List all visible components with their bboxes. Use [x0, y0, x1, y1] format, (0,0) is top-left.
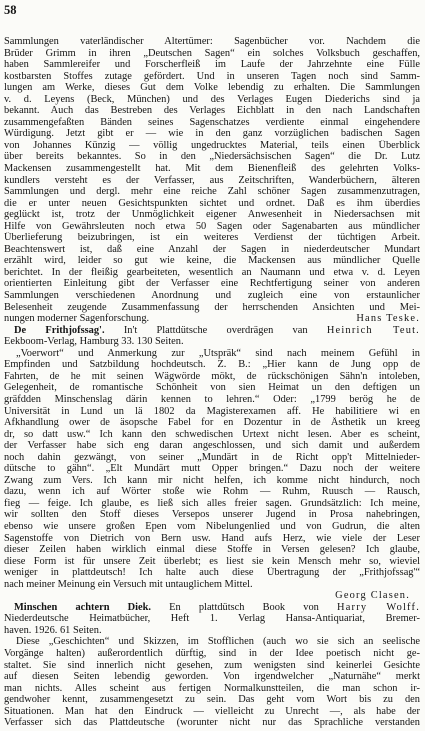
- text-line: Fahrten, de he mit seinen Wägwörde mökt, de rückschönigen Sähn'n intoleben,: [4, 370, 420, 382]
- text-line: geglückt ist, trotz der Unmöglichkeit eigener Anwesenheit in Niedersachsen mit: [4, 209, 420, 221]
- text-line: Belesenheit zeugende Zusammenfassung der herrschenden Ansichten und Mei-: [4, 301, 420, 313]
- text-line: Beachtenswert ist, daß eine Anzahl der Sagen in niederdeutscher Mundart: [4, 243, 420, 255]
- text-line: man nichts. Alles scheint aus fertigen Normalkunstteilen, die man schon ir-: [4, 682, 420, 694]
- text-line: über bereits bekanntes. So in den „Niedersächsischen Sagen“ die Dr. Lutz: [4, 151, 420, 163]
- text-line: Brüder Grimm in ihren „Deutschen Sagen“ ein solches Volksbuch geschaffen,: [4, 47, 420, 59]
- text-line: Mackensen zusammengestellt hat. Mit dem Bienenfleiß des gelehrten Volks-: [4, 163, 420, 175]
- text-line: Vorgänge halten) außerordentlich dürftig, sind in der Idee poetisch nicht ge-: [4, 647, 420, 659]
- page-text: [4, 36, 420, 729]
- review-heading: [4, 325, 420, 337]
- text-line: fieg — feige. Ich glaube, es ließ sich alles freier sagen. Grundsätzlich: Ich meine,: [4, 497, 420, 509]
- book-author: Heinrich Teut.: [326, 324, 420, 336]
- text-line: Zwang zum Vers. Ich kann mir nicht helfen, ich komme nicht hindurch, noch: [4, 474, 420, 486]
- text-line: Würdigung. Jetzt gibt er — wie in den ganz vorzüglichen badischen Sagen: [4, 128, 420, 140]
- text-line: auf diesen Seiten lebendig geworden. Von irgendwelcher „Naturnähe“ merkt: [4, 671, 420, 683]
- text-line: dieser Zeilen haben wirklich einmal diese Stoffe in Versen gelesen? Ich glaube,: [4, 544, 420, 556]
- text-line: gräfdden Minschenslag därin kennen to lehren.“ Oder: „1799 berög he de: [4, 393, 420, 405]
- text-line: Sagenstoffe von Dietrich von Bern usw. Hand aufs Herz, wie viele der Leser: [4, 532, 420, 544]
- text-line: dütsche to gähn“. „Elt Mundärt mutt Opper bringen.“ Dazu noch der weitere: [4, 463, 420, 475]
- book-title: Minschen achtern Diek.: [14, 601, 152, 613]
- paragraph-end: nungen moderner Sagenforschung.: [4, 313, 150, 325]
- publisher-line: haven. 1926. 61 Seiten.: [4, 624, 102, 636]
- text-line: Hilfe von Gewährsleuten noch etwa 50 Sagen oder Sagenabarten aus mündlicher: [4, 220, 420, 232]
- reviewer-signature: Georg Clasen.: [335, 590, 410, 602]
- text-line: berichtet. In der fleißig gearbeiteten, wesentlich an Naumann und etwa v. d. Leyen: [4, 266, 420, 278]
- publisher-line: Niederdeutsche Heimatbücher, Heft 1. Verlag Hansa-Antiquariat, Bremer-: [4, 613, 420, 625]
- text-line: dr, so datt usw.“ Ich kann den schwedischen Urtext nicht lesen. Aber es scheint,: [4, 428, 420, 440]
- text-line: „Voerwort“ und Anmerkung zur „Utspräk“ sind nach meinem Gefühl in: [16, 347, 420, 359]
- text-line: wir sollten den Stoff dieses Versepos unserer Jugend in Prosa nahebringen,: [4, 509, 420, 521]
- text-line: von Johannes Künzig — völlig ungedrucktes Material, teils einen Überblick: [4, 139, 420, 151]
- text-line: kundlers versteht es der Verfasser, aus Zeitschriften, Wanderbüchern, älteren: [4, 174, 420, 186]
- text-line: kostbarsten Stoffes zutage gefördert. Und in unseren Tagen noch sind Samm-: [4, 70, 420, 82]
- text-line: Sammlungen und dergl. mehr eine reiche Zahl schöner Sagen zusammenzutragen,: [4, 186, 420, 198]
- text-line: haben Sammlereifer und Forscherfleiß im Laufe der Jahrzehnte eine Fülle: [4, 59, 420, 71]
- text-line: erzählt wird, leider so gut wie keine, die Mackensen aus mündlicher Quelle: [4, 255, 420, 267]
- paragraph-end: nach meiner Meinung ein Versuch mit untauglichem Mittel.: [4, 578, 253, 590]
- text-line: Gelegenheit, de romantische Schönheit von sien Heimat un den deftigen un: [4, 382, 420, 394]
- text-line: Diese „Geschichten“ und Skizzen, im Stofflichen (auch wo sie sich an seelische: [16, 636, 420, 648]
- reviewer-signature: Hans Teske.: [356, 313, 420, 325]
- text-line: v. d. Leyens (Beck, München) und des Verlages Eugen Diederichs sind ja: [4, 93, 420, 105]
- text-line: dazu, wenn ich auf Wörter stoße wie Rohm — Ruhm, Ruusch — Rausch,: [4, 486, 420, 498]
- text-line: noch dahin gezwängt, von seiner „Mundärt in de Richt opp't Mittelnieder-: [4, 451, 420, 463]
- heading-text: En plattdütsch Book von: [169, 601, 319, 613]
- text-line: Afkhandlung ower de äsopsche Fabel for en Dozentur in de Ästhetik un kreeg: [4, 417, 420, 429]
- text-line: diese Form ist für unsere Zeit überlebt; es liest sie kein Mensch mehr so, wieviel: [4, 555, 420, 567]
- publisher-line: Eekboom-Verlag, Hamburg 33. 130 Seiten.: [4, 336, 184, 348]
- text-line: die er unter neuen Gesichtspunkten sichtet und ordnet. Daß es ihm überdies: [4, 197, 420, 209]
- text-line: orientierten Einleitung gibt der Verfasser eine Rechtfertigung seiner von anderen: [4, 278, 420, 290]
- text-line: zusammengefaßten Bänden seines Sagenschatzes verdiente einmal eingehendere: [4, 116, 420, 128]
- review-heading: [4, 602, 420, 614]
- text-line: ebenso wie unsere großen Epen vom Nibelungenlied und von Gudrun, die alten: [4, 520, 420, 532]
- text-line: gendwoher kennt, zusammengesetzt zu sein. Das geht vom Wort bis zu den: [4, 694, 420, 706]
- text-line: Verfasser sich das Plattdeutsche (worunter nicht nur das Sprachliche verstanden: [4, 717, 420, 729]
- text-line: weniger in plattdeutsch! Ich halte auch diese Übertragung der „Frithjofssag'“: [4, 567, 420, 579]
- text-line: staltet. Sie sind innerlich nicht gesehen, zum wenigsten sind keinerlei Gesichte: [4, 659, 420, 671]
- heading-text: In't Plattdütsche overdrägen van: [123, 324, 308, 336]
- text-line: Sammlungen verschiedenen Anordnung und zugleich eine von erstaunlicher: [4, 290, 420, 302]
- text-line: der Verfasser habe sich eng daran angeschlossen, und sich damit und außerdem: [4, 440, 420, 452]
- text-line: lungen am Werke, dieses Gut dem Volke lebendig zu erhalten. Die Sammlungen: [4, 82, 420, 94]
- book-title: De Frithjofssag'.: [14, 324, 105, 336]
- text-line: bekannt. Auch das Bestreben des Verlages Eichblatt in den nach Landschaften: [4, 105, 420, 117]
- text-line: Situationen. Man hat den Eindruck — vielleicht zu Unrecht —, als habe der: [4, 705, 420, 717]
- text-line: Empfinden und Satzbildung hochdeutsch. Z. B.: „Hier kann de Jung opp de: [4, 359, 420, 371]
- text-line: Universität in Lund un lä 1802 da Magisterexamen aff. He habilitiere wi en: [4, 405, 420, 417]
- book-author: Harry Wolff.: [337, 601, 420, 613]
- text-line: Sammlungen vaterländischer Altertümer: Sagenbücher vor. Nachdem die: [4, 36, 420, 47]
- text-line-with-signature: [4, 313, 420, 325]
- page-number: 58: [4, 3, 17, 17]
- text-line: Überlieferung beizubringen, ist ein weiteres Verdienst der tüchtigen Arbeit.: [4, 232, 420, 244]
